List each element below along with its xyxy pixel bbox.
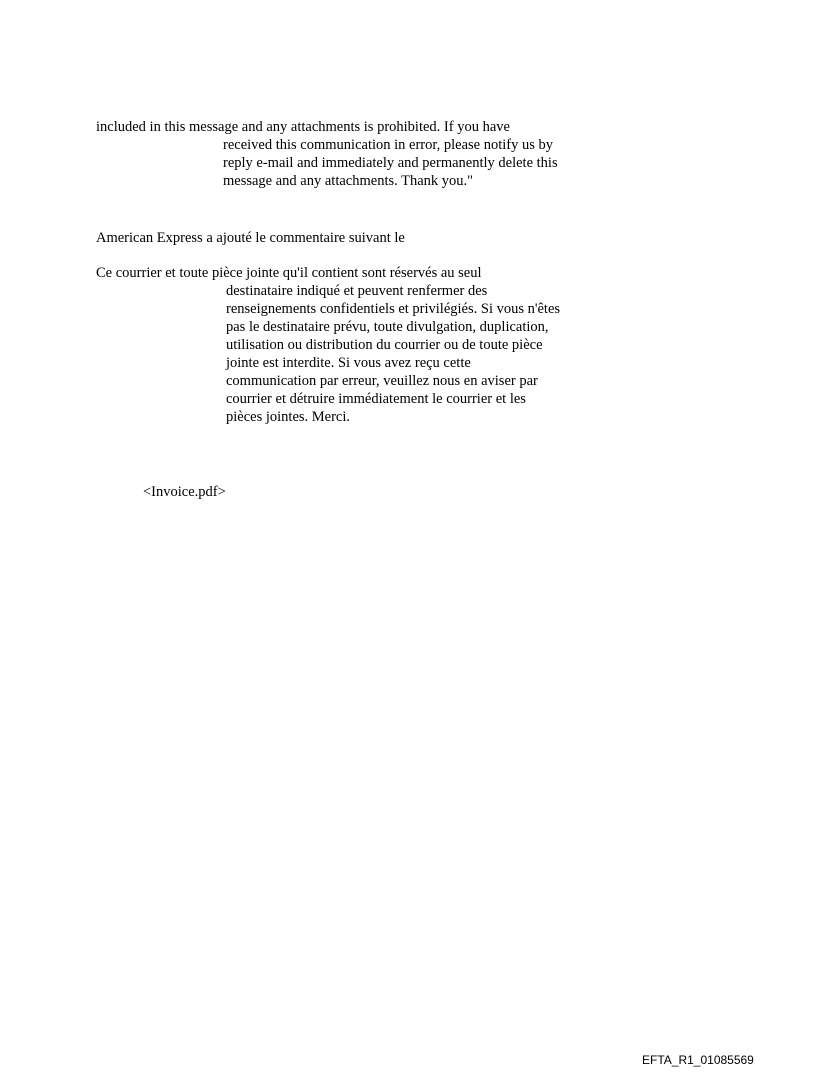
disclaimer-line: Ce courrier et toute pièce jointe qu'il contient sont réservés au seul [96, 265, 482, 281]
disclaimer-line: pas le destinataire prévu, toute divulgation, duplication, [226, 319, 549, 335]
disclaimer-line: utilisation ou distribution du courrier ou de toute pièce [226, 337, 543, 353]
disclaimer-line: courrier et détruire immédiatement le courrier et les [226, 391, 526, 407]
english-disclaimer [96, 118, 558, 190]
disclaimer-line: jointe est interdite. Si vous avez reçu cette [226, 355, 471, 371]
comment-intro: American Express a ajouté le commentaire suivant le [96, 230, 405, 246]
document-id-footer: EFTA_R1_01085569 [642, 1053, 754, 1067]
disclaimer-line: message and any attachments. Thank you." [223, 173, 474, 189]
attachment-reference: <Invoice.pdf> [143, 484, 226, 500]
disclaimer-line: renseignements confidentiels et privilégiés. Si vous n'êtes [226, 301, 561, 317]
disclaimer-line: pièces jointes. Merci. [226, 409, 351, 425]
disclaimer-line: destinataire indiqué et peuvent renfermer des [226, 283, 488, 299]
disclaimer-line: reply e-mail and immediately and permanently delete this [223, 155, 558, 171]
disclaimer-line: included in this message and any attachments is prohibited. If you have [96, 119, 510, 135]
disclaimer-line: received this communication in error, please notify us by [223, 137, 554, 153]
french-disclaimer [96, 264, 560, 426]
disclaimer-line: communication par erreur, veuillez nous en aviser par [226, 373, 538, 389]
